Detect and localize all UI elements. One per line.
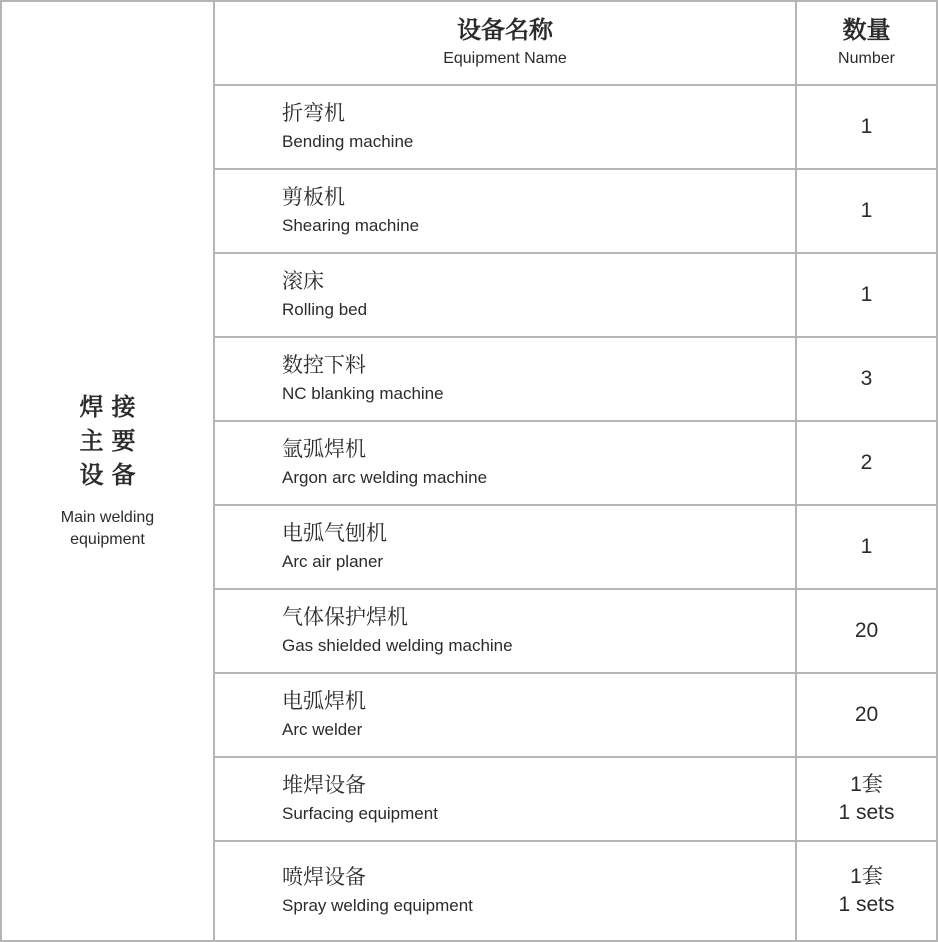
quantity-value: 1 xyxy=(860,535,873,558)
quantity-unit: 1 sets xyxy=(838,801,895,824)
equipment-name-zh: 电弧焊机 xyxy=(282,690,366,713)
table-row-qty-spray-welding-equipment xyxy=(797,842,936,940)
table-row-name-nc-blanking-machine xyxy=(215,338,797,422)
table-row-name-gas-shielded-welding-machine xyxy=(215,590,797,674)
equipment-name-en: Gas shielded welding machine xyxy=(282,636,513,655)
equipment-name-en: Surfacing equipment xyxy=(282,804,438,823)
table-row-qty-shearing-machine xyxy=(797,170,936,254)
column-header-number xyxy=(797,2,936,86)
category-title-zh-line3: 设备 xyxy=(79,462,144,489)
equipment-name-en: Argon arc welding machine xyxy=(282,468,488,487)
quantity-value: 20 xyxy=(854,619,879,642)
category-cell-main-welding-equipment xyxy=(2,2,215,940)
table-row-qty-surfacing-equipment xyxy=(797,758,936,842)
table-row-qty-arc-welder xyxy=(797,674,936,758)
equipment-name-en: Spray welding equipment xyxy=(282,896,473,915)
table-row-name-arc-welder xyxy=(215,674,797,758)
quantity-value: 1套 xyxy=(850,865,883,888)
equipment-name-en: Arc air planer xyxy=(282,552,384,571)
column-header-equipment-name-zh: 设备名称 xyxy=(457,17,553,44)
equipment-name-en: Bending machine xyxy=(282,132,414,151)
equipment-name-en: Arc welder xyxy=(282,720,363,739)
quantity-value: 2 xyxy=(860,451,873,474)
category-title-en-line1: Main welding xyxy=(60,509,155,526)
category-title-zh-line2: 主要 xyxy=(79,428,144,455)
equipment-name-zh: 数控下料 xyxy=(282,354,366,377)
equipment-name-en: Shearing machine xyxy=(282,216,420,235)
table-row-qty-gas-shielded-welding-machine xyxy=(797,590,936,674)
table-row-name-spray-welding-equipment xyxy=(215,842,797,940)
equipment-name-zh: 滚床 xyxy=(282,270,324,293)
equipment-name-zh: 折弯机 xyxy=(282,102,345,125)
quantity-unit: 1 sets xyxy=(838,893,895,916)
column-header-equipment-name xyxy=(215,2,797,86)
equipment-name-zh: 堆焊设备 xyxy=(282,774,366,797)
table-row-qty-argon-arc-welding-machine xyxy=(797,422,936,506)
table-row-qty-nc-blanking-machine xyxy=(797,338,936,422)
quantity-value: 1 xyxy=(860,115,873,138)
equipment-name-zh: 剪板机 xyxy=(282,186,345,209)
table-row-name-rolling-bed xyxy=(215,254,797,338)
table-row-name-arc-air-planer xyxy=(215,506,797,590)
quantity-value: 20 xyxy=(854,703,879,726)
equipment-name-zh: 气体保护焊机 xyxy=(282,606,408,629)
quantity-value: 1套 xyxy=(850,773,883,796)
column-header-equipment-name-en: Equipment Name xyxy=(443,50,567,67)
quantity-value: 3 xyxy=(860,367,873,390)
equipment-name-en: Rolling bed xyxy=(282,300,368,319)
equipment-name-zh: 电弧气刨机 xyxy=(282,522,387,545)
column-header-number-en: Number xyxy=(838,50,895,67)
column-header-number-zh: 数量 xyxy=(842,17,891,44)
quantity-value: 1 xyxy=(860,199,873,222)
category-title-en xyxy=(61,507,154,551)
quantity-value: 1 xyxy=(860,283,873,306)
table-row-name-argon-arc-welding-machine xyxy=(215,422,797,506)
equipment-name-zh: 喷焊设备 xyxy=(282,866,366,889)
table-row-name-surfacing-equipment xyxy=(215,758,797,842)
table-row-qty-rolling-bed xyxy=(797,254,936,338)
table-row-qty-bending-machine xyxy=(797,86,936,170)
category-title-zh-line1: 焊接 xyxy=(79,394,144,421)
table-row-qty-arc-air-planer xyxy=(797,506,936,590)
equipment-name-en: NC blanking machine xyxy=(282,384,444,403)
equipment-name-zh: 氩弧焊机 xyxy=(282,438,366,461)
table-row-name-shearing-machine xyxy=(215,170,797,254)
category-title-en-line2: equipment xyxy=(70,531,145,548)
table-row-name-bending-machine xyxy=(215,86,797,170)
